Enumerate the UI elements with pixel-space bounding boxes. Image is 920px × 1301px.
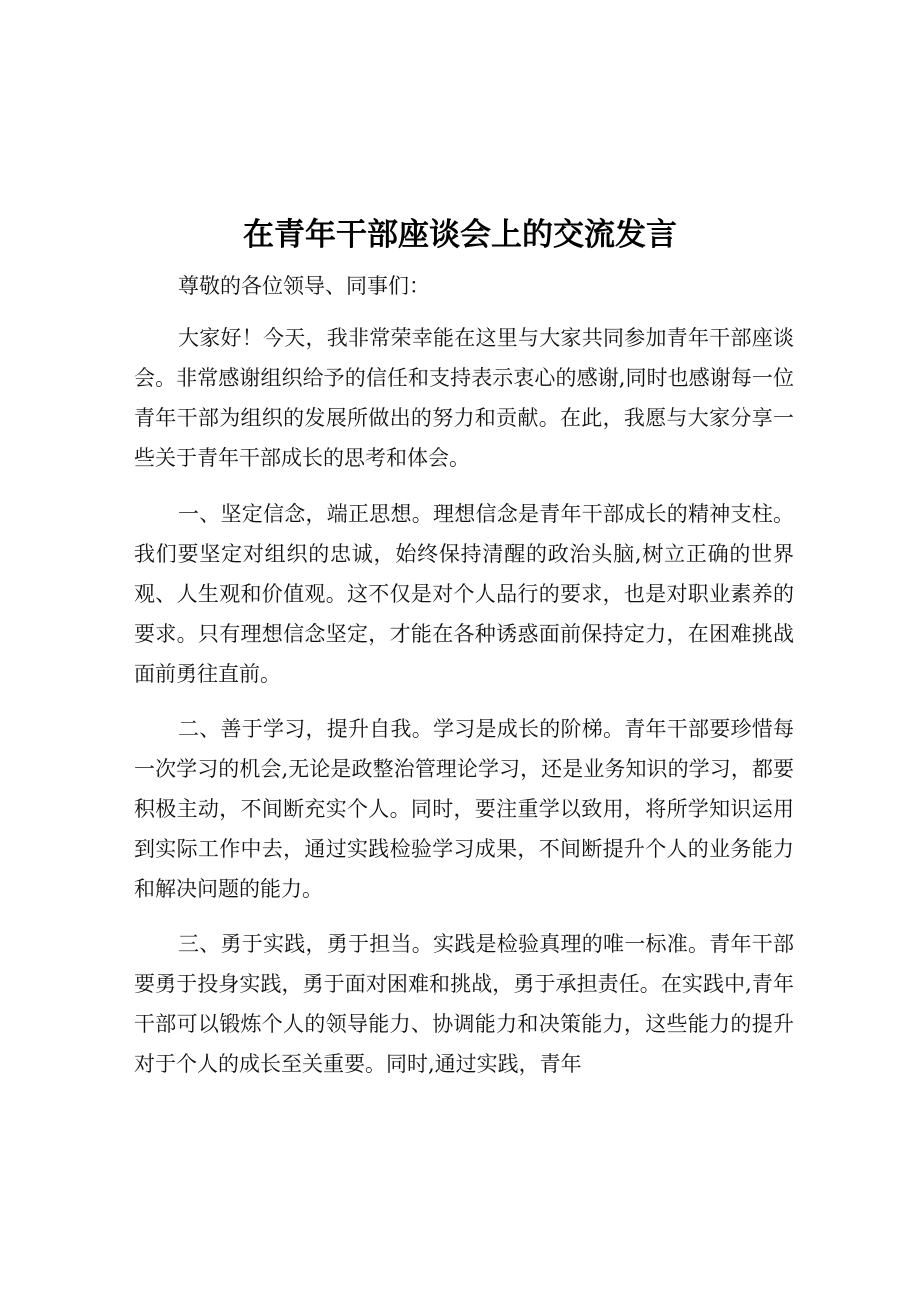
- paragraph-point-two: 二、善于学习，提升自我。学习是成长的阶梯。青年干部要珍惜每一次学习的机会,无论是政整治管理论学习，还是业务知识的学习，都要积极主动，不间断充实个人。同时，要注重学以致用，将所学知识运用到实际工作中去，通过实践检验学习成果，不间断提升个人的业务能力和解决问题的能力。: [134, 717, 794, 901]
- paragraph-greeting: 大家好！今天，我非常荣幸能在这里与大家共同参加青年干部座谈会。非常感谢组织给予的信任和支持表示衷心的感谢,同时也感谢每一位青年干部为组织的发展所做出的努力和贡献。在此，我愿与大家分享一些关于青年干部成长的思考和体会。: [134, 326, 794, 470]
- paragraph-point-one: 一、坚定信念，端正思想。理想信念是青年干部成长的精神支柱。我们要坚定对组织的忠诚，始终保持清醒的政治头脑,树立正确的世界观、人生观和价值观。这不仅是对个人品行的要求，也是对职业素养的要求。只有理想信念坚定，才能在各种诱惑面前保持定力，在困难挑战面前勇往直前。: [134, 502, 794, 686]
- salutation: 尊敬的各位领导、同事们：: [178, 274, 430, 298]
- paragraph-point-three: 三、勇于实践，勇于担当。实践是检验真理的唯一标准。青年干部要勇于投身实践，勇于面对困难和挑战，勇于承担责任。在实践中,青年干部可以锻炼个人的领导能力、协调能力和决策能力，这些能力的提升对于个人的成长至关重要。同时,通过实践，青年: [134, 932, 794, 1076]
- document-body: [134, 266, 794, 1084]
- page-title: 在青年干部座谈会上的交流发言: [243, 217, 677, 253]
